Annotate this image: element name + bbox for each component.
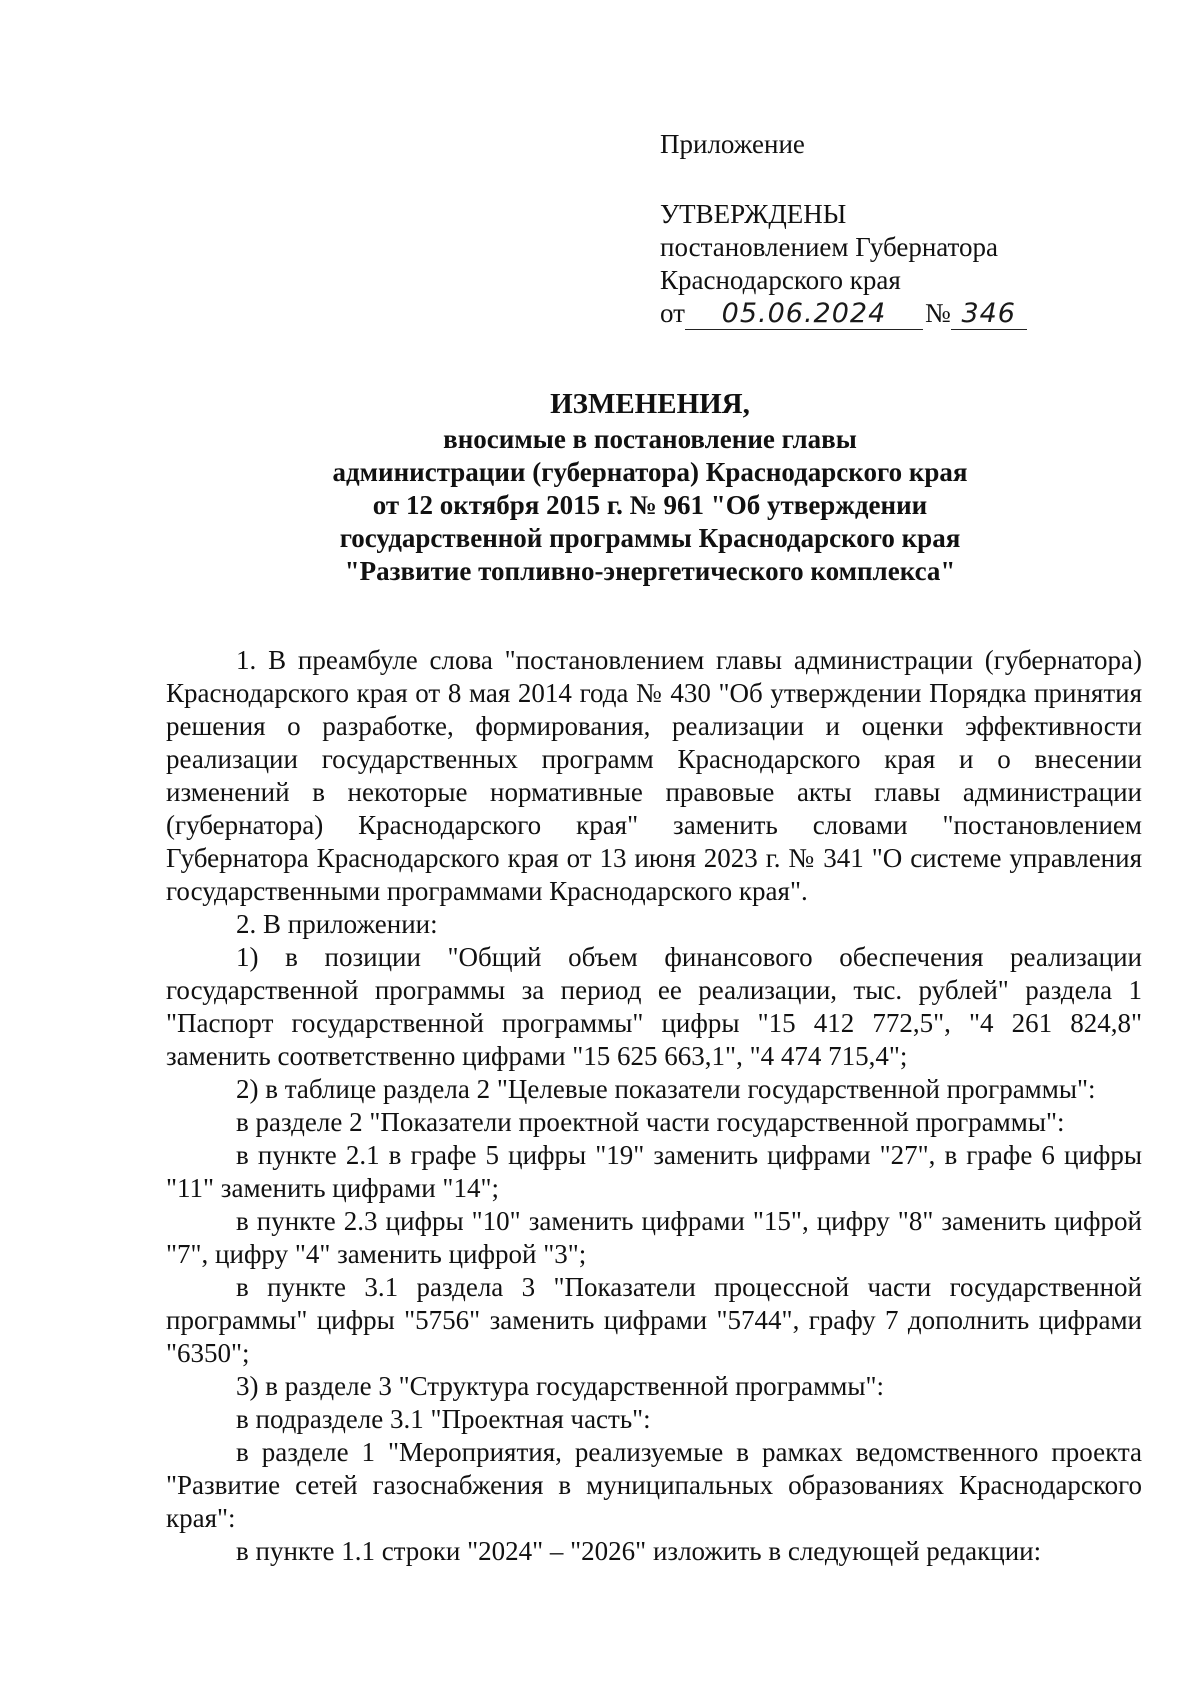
title-line-3: от 12 октября 2015 г. № 961 "Об утверждении xyxy=(372,490,928,520)
title-line-1: вносимые в постановление главы xyxy=(443,424,857,454)
paragraph: 2) в таблице раздела 2 "Целевые показатели государственной программы": xyxy=(236,1074,1096,1104)
paragraph: 2. В приложении: xyxy=(236,909,438,939)
title-line-2: администрации (губернатора) Краснодарского края xyxy=(332,457,968,487)
paragraph: в разделе 1 "Мероприятия, реализуемые в рамках ведомственного проекта "Развитие сетей газоснабжения в муниципальных образованиях Краснодарского края": xyxy=(166,1437,1142,1533)
approved-label: УТВЕРЖДЕНЫ xyxy=(660,199,847,229)
handwritten-date: 05.06.2024 xyxy=(685,299,923,330)
document-body xyxy=(166,644,1142,1568)
paragraph: в пункте 2.1 в графе 5 цифры "19" заменить цифрами "27", в графе 6 цифры "11" заменить цифрами "14"; xyxy=(166,1140,1142,1203)
document-title xyxy=(160,388,1140,588)
date-number-line xyxy=(660,297,1080,330)
title-line-4: государственной программы Краснодарского края xyxy=(339,523,961,553)
paragraph: в пункте 2.3 цифры "10" заменить цифрами "15", цифру "8" заменить цифрой "7", цифру "4" заменить цифрой "3"; xyxy=(166,1206,1142,1269)
approved-by-line-2: Краснодарского края xyxy=(660,265,901,295)
annex-label: Приложение xyxy=(660,129,805,159)
paragraph: в пункте 1.1 строки "2024" – "2026" изложить в следующей редакции: xyxy=(236,1536,1042,1566)
from-label: от xyxy=(660,298,685,328)
approval-block xyxy=(660,128,1080,330)
paragraph: 1) в позиции "Общий объем финансового обеспечения реализации государственной программы за период ее реализации, тыс. рублей" раздела 1 "Паспорт государственной программы" цифры "15 412 772,5", "4 261 824,8" заменить соответственно цифрами "15 625 663,1", "4 474 715,4"; xyxy=(166,942,1142,1071)
approved-by-line-1: постановлением Губернатора xyxy=(660,232,998,262)
title-line-5: "Развитие топливно-энергетического комплекса" xyxy=(344,556,956,586)
paragraph: 1. В преамбуле слова "постановлением главы администрации (губернатора) Краснодарского края от 8 мая 2014 года № 430 "Об утверждении Порядка принятия решения о разработке, формирования, реализации и оценки эффективности реализации государственных программ Краснодарского края и о внесении изменений в некоторые нормативные правовые акты главы администрации (губернатора) Краснодарского края" заменить словами "постановлением Губернатора Краснодарского края от 13 июня 2023 г. № 341 "О системе управления государственными программами Краснодарского края". xyxy=(166,645,1142,906)
handwritten-number: 346 xyxy=(951,299,1027,330)
paragraph: 3) в разделе 3 "Структура государственной программы": xyxy=(236,1371,884,1401)
paragraph: в подразделе 3.1 "Проектная часть": xyxy=(236,1404,651,1434)
number-label: № xyxy=(924,298,951,328)
paragraph: в разделе 2 "Показатели проектной части государственной программы": xyxy=(236,1107,1065,1137)
paragraph: в пункте 3.1 раздела 3 "Показатели процессной части государственной программы" цифры "5756" заменить цифрами "5744", графу 7 дополнить цифрами "6350"; xyxy=(166,1272,1142,1368)
title-main: ИЗМЕНЕНИЯ, xyxy=(550,388,750,420)
